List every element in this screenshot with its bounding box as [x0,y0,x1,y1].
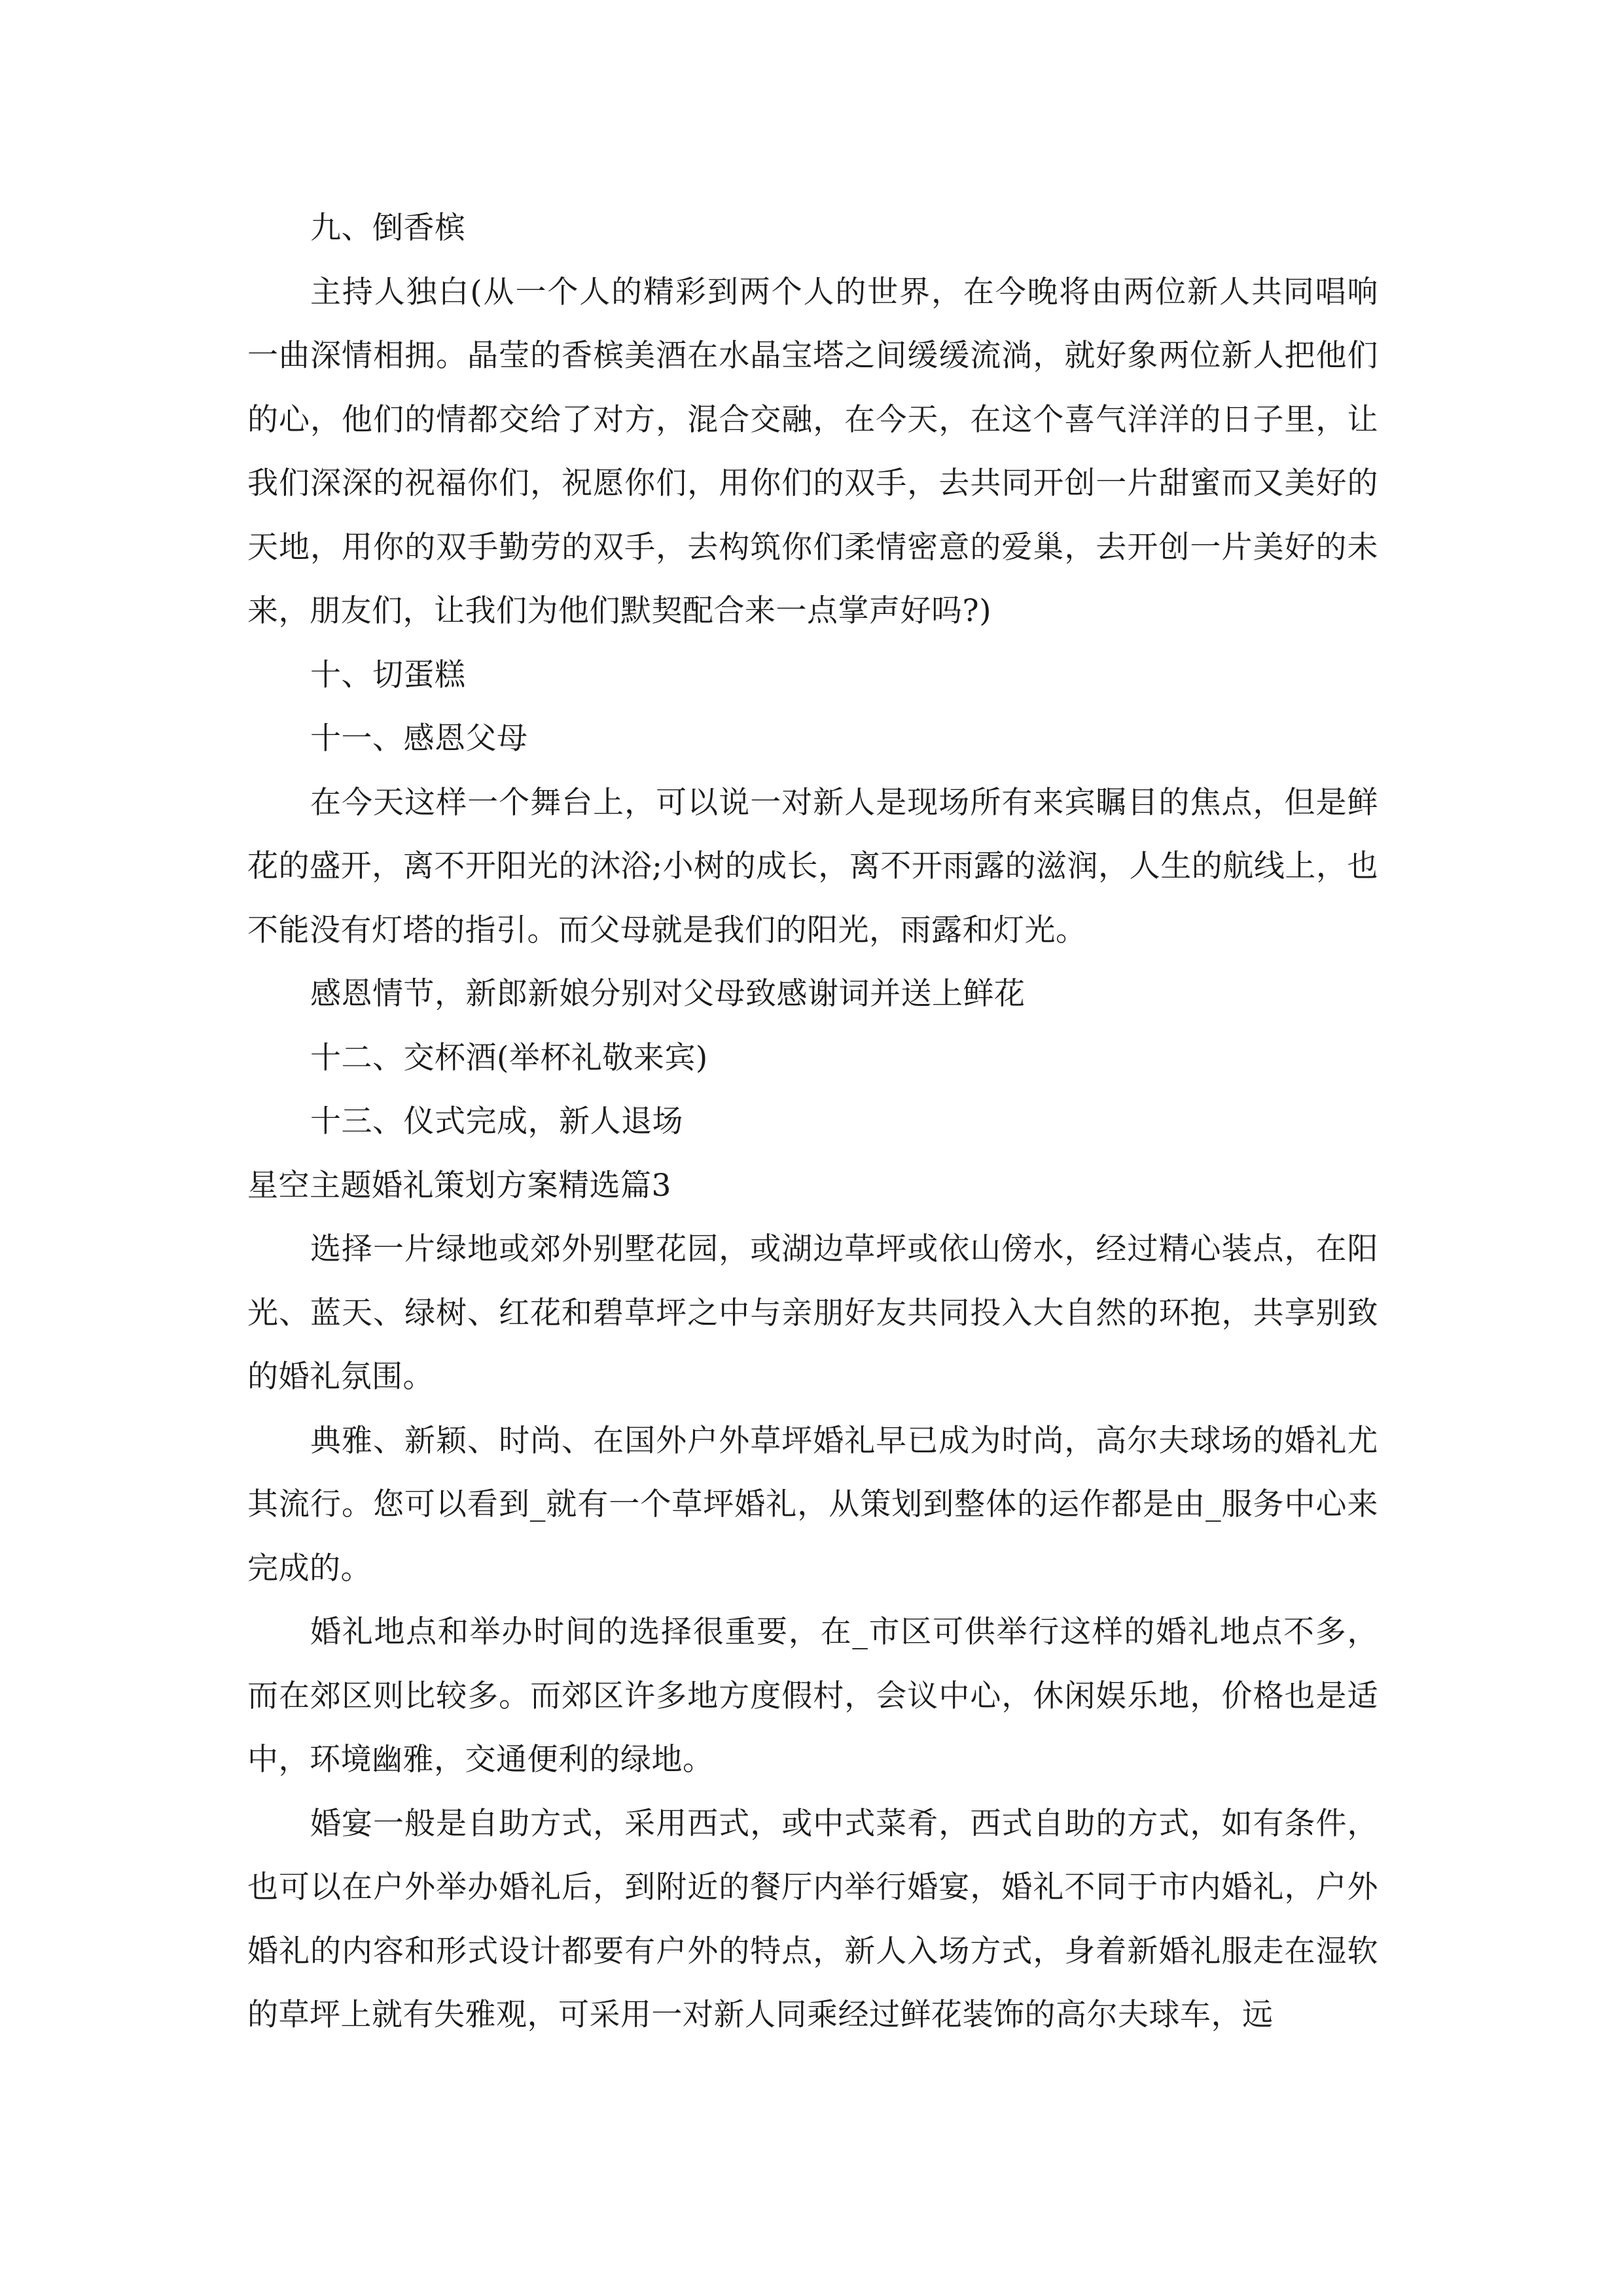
section-title-part-3: 星空主题婚礼策划方案精选篇3 [247,1167,671,1204]
heading-cross-cup-wine: 十二、交杯酒(举杯礼敬来宾) [310,1039,708,1076]
heading-pour-champagne: 九、倒香槟 [310,210,466,246]
venue-paragraph: 选择一片绿地或郊外别墅花园，或湖边草坪或依山傍水，经过精心装点，在阳光、蓝天、绿树、红花和碧草坪之中与亲朋好友共同投入大自然的环抱，共享别致的婚礼氛围。 [247,1231,1378,1395]
lawn-wedding-paragraph: 典雅、新颖、时尚、在国外户外草坪婚礼早已成为时尚，高尔夫球场的婚礼尤其流行。您可以看到_就有一个草坪婚礼，从策划到整体的运作都是由_服务中心来完成的。 [247,1422,1378,1587]
location-paragraph: 婚礼地点和举办时间的选择很重要，在_市区可供举行这样的婚礼地点不多，而在郊区则比较多。而郊区许多地方度假村，会议中心，休闲娱乐地，价格也是适中，环境幽雅，交通便利的绿地。 [247,1614,1378,1778]
heading-cut-cake: 十、切蛋糕 [310,656,466,693]
document-body [247,196,1378,2047]
heading-ceremony-complete: 十三、仪式完成，新人退场 [310,1103,683,1139]
host-monologue-paragraph: 主持人独白(从一个人的精彩到两个人的世界，在今晚将由两位新人共同唱响一曲深情相拥。晶莹的香槟美酒在水晶宝塔之间缓缓流淌，就好象两位新人把他们的心，他们的情都交给了对方，混合交融，在今天，在这个喜气洋洋的日子里，让我们深深的祝福你们，祝愿你们，用你们的双手，去共同开创一片甜蜜而又美好的天地，用你的双手勤劳的双手，去构筑你们柔情密意的爱巢，去开创一片美好的未来，朋友们，让我们为他们默契配合来一点掌声好吗?) [247,274,1378,629]
heading-thank-parents: 十一、感恩父母 [310,721,528,757]
parents-paragraph: 在今天这样一个舞台上，可以说一对新人是现场所有来宾瞩目的焦点，但是鲜花的盛开，离不开阳光的沐浴;小树的成长，离不开雨露的滋润，人生的航线上，也不能没有灯塔的指引。而父母就是我们的阳光，雨露和灯光。 [247,784,1378,948]
banquet-paragraph: 婚宴一般是自助方式，采用西式，或中式菜肴，西式自助的方式，如有条件，也可以在户外举办婚礼后，到附近的餐厅内举行婚宴，婚礼不同于市内婚礼，户外婚礼的内容和形式设计都要有户外的特点，新人入场方式，身着新婚礼服走在湿软的草坪上就有失雅观，可采用一对新人同乘经过鲜花装饰的高尔夫球车，远 [247,1805,1378,2033]
gratitude-paragraph: 感恩情节，新郎新娘分别对父母致感谢词并送上鲜花 [310,976,1026,1012]
